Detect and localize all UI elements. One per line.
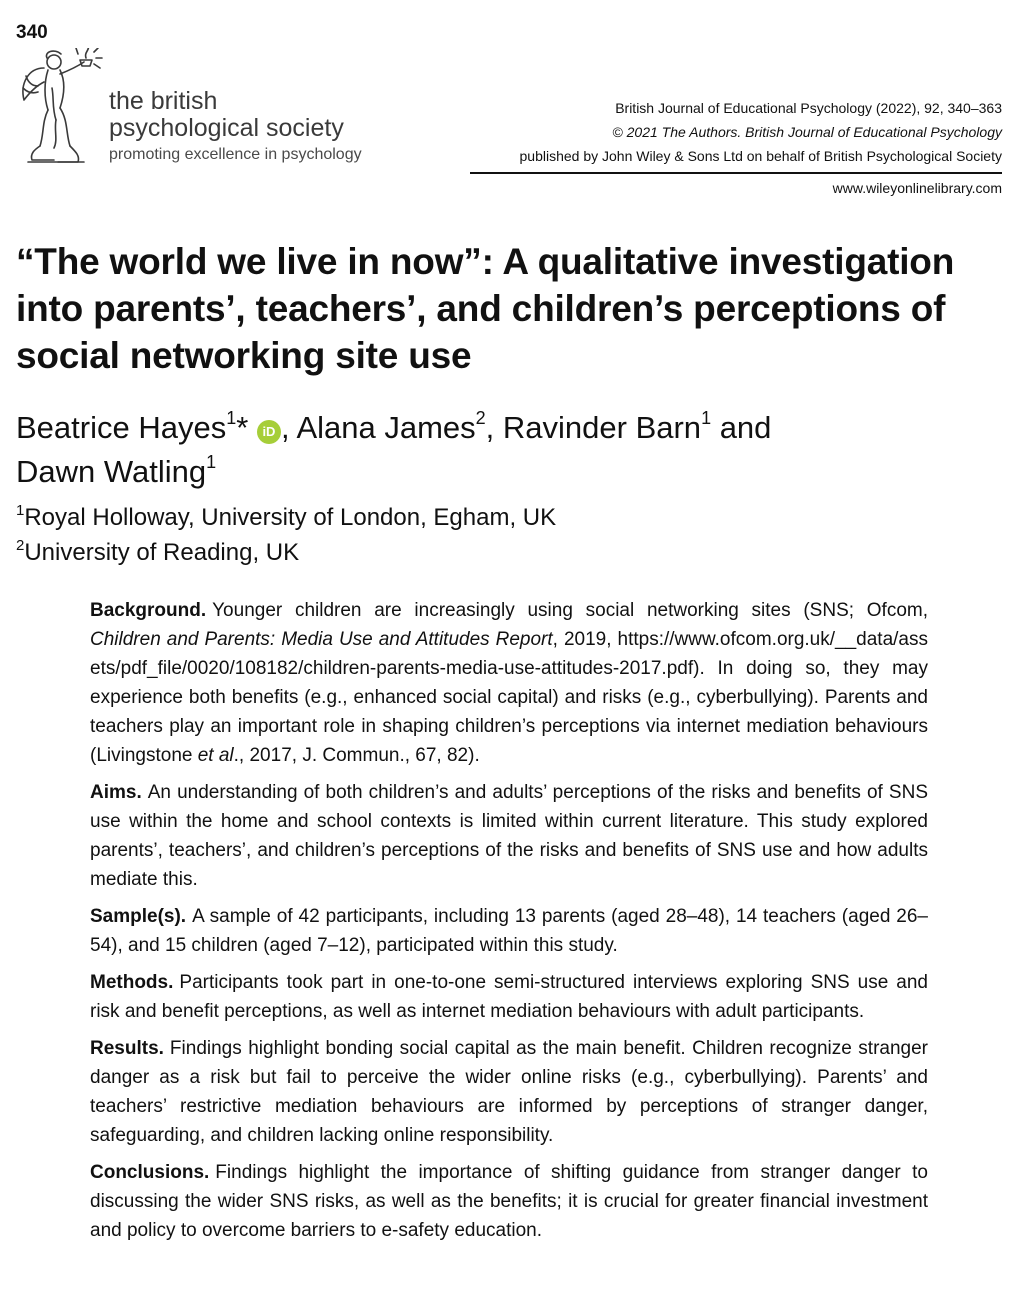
article-title: “The world we live in now”: A qualitative investigation into parents’, teachers’, and children’s perceptions of social networking site use: [16, 241, 955, 376]
header-divider: [470, 172, 1002, 174]
abstract-heading: Conclusions.: [90, 1162, 210, 1183]
abstract-text: , 2019,: [552, 629, 618, 650]
abstract: [90, 596, 928, 1253]
report-link[interactable]: https://www.ofcom.org.uk/__data/assets/pdf_file/0020/108182/children-parents-media-use-attitudes-2017.pdf: [90, 629, 928, 679]
abstract-heading: Methods.: [90, 972, 174, 993]
journal-publisher: published by John Wiley & Sons Ltd on behalf of British Psychological Society: [519, 148, 1002, 164]
bps-figure-icon: [14, 48, 104, 168]
abstract-sample: [90, 902, 928, 960]
affiliation-mark: 1: [16, 502, 25, 519]
journal-copyright: © 2021 The Authors. British Journal of Educational Psychology: [612, 124, 1002, 140]
society-name: [109, 88, 344, 142]
affiliation-item: [16, 535, 556, 570]
society-name-line1: the british: [109, 87, 218, 115]
author-affiliation-mark: 2: [475, 408, 486, 428]
abstract-text: Participants took part in one-to-one semi-structured interviews exploring SNS use and risk and benefit perceptions, as well as internet mediation behaviours with adult participants.: [90, 972, 928, 1022]
abstract-heading: Aims.: [90, 782, 142, 803]
abstract-background: [90, 596, 928, 770]
et-al: et al: [197, 745, 234, 766]
page-number: 340: [16, 22, 48, 43]
affiliation-text: University of Reading, UK: [24, 539, 300, 566]
abstract-text: Younger children are increasingly using social networking sites (SNS; Ofcom,: [212, 600, 928, 621]
affiliation-mark: 2: [16, 537, 25, 554]
abstract-conclusions: [90, 1158, 928, 1245]
author-conjunction: and: [711, 410, 772, 445]
corresponding-author-mark: *: [236, 410, 249, 445]
abstract-heading: Background.: [90, 600, 207, 621]
affiliation-text: Royal Holloway, University of London, Egham, UK: [24, 504, 557, 531]
author-affiliation-mark: 1: [701, 408, 712, 428]
society-tagline: promoting excellence in psychology: [109, 146, 362, 163]
abstract-text: Findings highlight the importance of shifting guidance from stranger danger to discussing the wider SNS risks, as well as the benefits; it is crucial for greater financial investment and policy to overcome barriers to e-safety education.: [90, 1162, 928, 1241]
abstract-heading: Sample(s).: [90, 906, 187, 927]
abstract-text: A sample of 42 participants, including 13 parents (aged 28–48), 14 teachers (aged 26–54), and 15 children (aged 7–12), participated within this study.: [90, 906, 928, 956]
author-name: , Ravinder Barn: [485, 410, 702, 445]
abstract-results: [90, 1034, 928, 1150]
abstract-methods: [90, 968, 928, 1026]
journal-info: [462, 96, 1002, 168]
author-name: Dawn Watling: [16, 454, 207, 489]
journal-citation: British Journal of Educational Psychology (2022), 92, 340–363: [615, 100, 1002, 116]
report-title: Children and Parents: Media Use and Attitudes Report: [90, 629, 553, 650]
affiliation-item: [16, 500, 556, 535]
bps-logo: [14, 48, 404, 168]
abstract-heading: Results.: [90, 1038, 164, 1059]
author-name: , Alana James: [280, 410, 476, 445]
author-affiliation-mark: 1: [206, 452, 217, 472]
abstract-text: Findings highlight bonding social capital as the main benefit. Children recognize stranger danger as a risk but fail to perceive the wider online risks (e.g., cyberbullying). Parents’ and teachers’ restrictive mediation behaviours are informed by perceptions of stranger danger, safeguarding, and children lacking online responsibility.: [90, 1038, 928, 1146]
journal-url[interactable]: www.wileyonlinelibrary.com: [832, 180, 1002, 196]
abstract-text: An understanding of both children’s and adults’ perceptions of the risks and benefits of SNS use within the home and school contexts is limited within current literature. This study explored parents’, teachers’, and children’s perceptions of the risks and benefits of SNS use and how adults mediate this.: [90, 782, 928, 890]
affiliations: [16, 500, 556, 570]
orcid-icon[interactable]: iD: [257, 420, 281, 444]
author-list: [16, 406, 996, 494]
abstract-text: ., 2017, J. Commun., 67, 82).: [233, 745, 480, 766]
author-affiliation-mark: 1: [226, 408, 237, 428]
society-name-line2: psychological society: [109, 114, 344, 142]
abstract-aims: [90, 778, 928, 894]
author-name: Beatrice Hayes: [16, 410, 227, 445]
abstract-text: ). In doing so, they may experience both benefits (e.g., enhanced social capital) and risks (e.g., cyberbullying). Parents and teachers play an important role in shaping children’s perceptions via internet mediation behaviours (Livingstone: [90, 658, 928, 766]
